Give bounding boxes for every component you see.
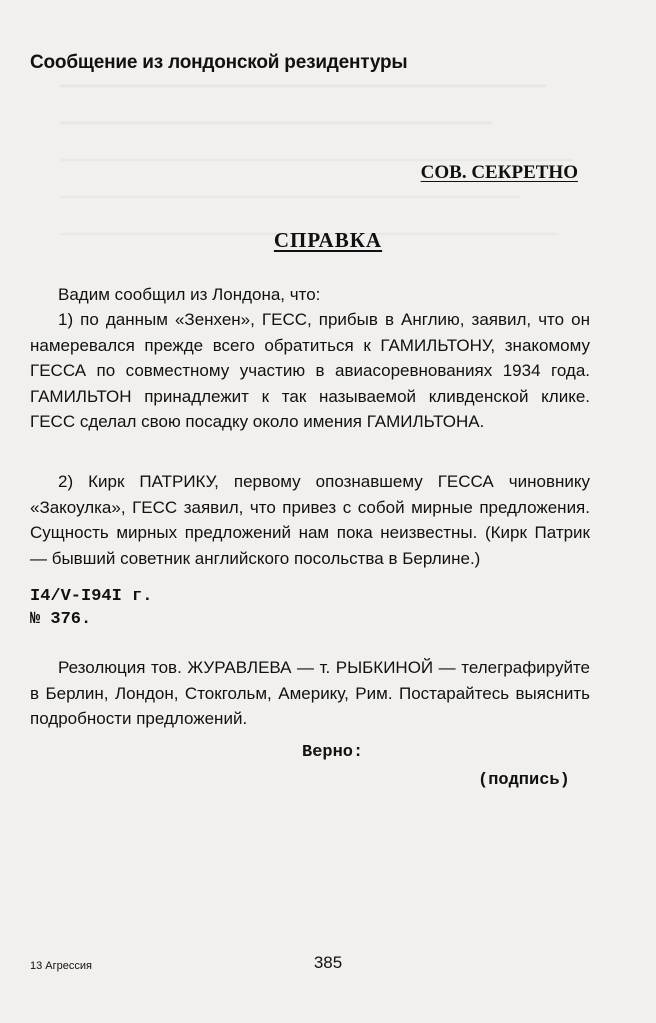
verified-label: Верно: — [302, 743, 364, 762]
resolution-paragraph: Резолюция тов. ЖУРАВЛЕВА — т. РЫБКИНОЙ — телеграфируйте в Берлин, Лондон, Стокгольм, Америку, Рим. Постарайтесь выяснить подробности предложений. — [30, 658, 590, 728]
paragraph-1: 1) по данным «Зенхен», ГЕСС, прибыв в Англию, заявил, что он намеревался прежде всего обратиться к ГАМИЛЬТОНУ, знакомому ГЕССА по совместному участию в авиасоревнованиях 1934 года. ГАМИЛЬТОН принадлежит к так называемой кливденской клике. ГЕСС сделал свою посадку около имения ГАМИЛЬТОНА. — [30, 310, 590, 431]
paragraph-2: 2) Кирк ПАТРИКУ, первому опознавшему ГЕССА чиновнику «Закоулка», ГЕСС заявил, что привез с собой мирные предложения. Сущность мирных предложений нам пока неизвестны. (Кирк Патрик — бывший советник английского посольства в Берлине.) — [30, 472, 590, 568]
signature-placeholder: (подпись) — [478, 771, 570, 790]
bleed-through-texture — [60, 60, 600, 245]
page-number: 385 — [313, 953, 343, 972]
classification-stamp: СОВ. СЕКРЕТНО — [420, 162, 578, 183]
intro-paragraph: Вадим сообщил из Лондона, что: — [58, 285, 321, 304]
footer-signature-mark: 13 Агрессия — [30, 960, 92, 972]
document-number: № 376. — [30, 610, 92, 629]
section-heading: Сообщение из лондонской резидентуры — [30, 52, 408, 73]
document-title: СПРАВКА — [273, 228, 383, 252]
date-line: I4/V-I94I г. — [30, 587, 153, 606]
